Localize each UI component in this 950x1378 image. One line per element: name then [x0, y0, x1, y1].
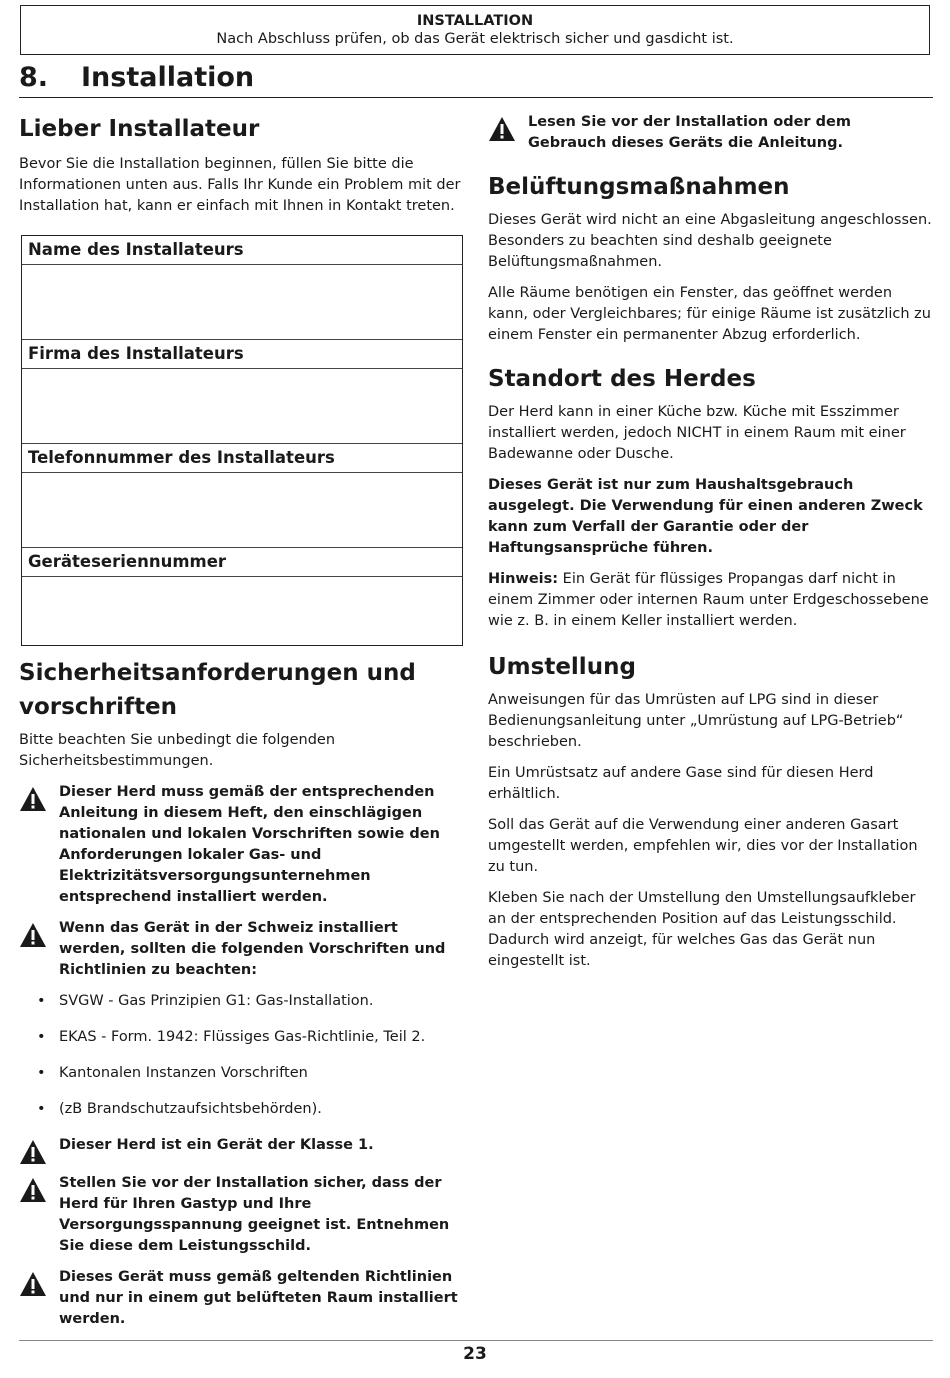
location-paragraph: Der Herd kann in einer Küche bzw. Küche mit Esszimmer installiert werden, jedoch NICHT in einem Raum mit einer Badewanne oder Dusche. — [488, 404, 906, 462]
warning-text: Lesen Sie vor der Installation oder dem Gebrauch dieses Geräts die Anleitung. — [528, 114, 851, 151]
warning-block — [19, 1267, 465, 1330]
footer-divider — [19, 1340, 933, 1341]
chapter-number: 8. — [19, 62, 49, 93]
warning-block — [488, 112, 934, 154]
running-header-title: INSTALLATION — [416, 13, 534, 29]
installer-heading: Lieber Installateur — [19, 116, 260, 142]
list-item: • Kantonalen Instanzen Vorschriften — [37, 1065, 308, 1081]
warning-triangle-icon — [488, 112, 528, 146]
lpg-note — [488, 569, 934, 632]
warning-text: Stellen Sie vor der Installation sicher, dass der Herd für Ihren Gastyp und Ihre Versorgungsspannung geeignet ist. Entnehmen Sie diese dem Leistungsschild. — [59, 1175, 450, 1254]
form-field-installer-phone[interactable] — [22, 473, 462, 548]
installer-form — [21, 235, 463, 646]
ventilation-heading: Belüftungsmaßnahmen — [488, 174, 790, 200]
warning-block — [19, 782, 465, 908]
list-item: • EKAS - Form. 1942: Flüssiges Gas-Richtlinie, Teil 2. — [37, 1029, 426, 1045]
installer-intro: Bevor Sie die Installation beginnen, füllen Sie bitte die Informationen unten aus. Falls Ihr Kunde ein Problem mit der Installation hat, kann er einfach mit Ihnen in Kontakt treten. — [19, 156, 461, 214]
safety-heading: Sicherheitsanforderungen und vorschriften — [19, 660, 416, 720]
location-heading: Standort des Herdes — [488, 366, 756, 392]
note-label: Hinweis: — [488, 571, 559, 587]
ventilation-paragraph: Alle Räume benötigen ein Fenster, das geöffnet werden kann, oder Vergleichbares; für einige Räume ist zusätzlich zu einem Fenster ein permanenter Abzug erforderlich. — [488, 285, 931, 343]
running-header-box — [20, 5, 930, 55]
warning-triangle-icon — [19, 1173, 59, 1207]
warning-text: Dieser Herd ist ein Gerät der Klasse 1. — [59, 1137, 374, 1153]
warning-text: Dieses Gerät muss gemäß geltenden Richtlinien und nur in einem gut belüfteten Raum installiert werden. — [59, 1269, 458, 1327]
form-field-serial-number[interactable] — [22, 577, 462, 645]
ventilation-paragraph: Dieses Gerät wird nicht an eine Abgasleitung angeschlossen. Besonders zu beachten sind deshalb geeignete Belüftungsmaßnahmen. — [488, 212, 932, 270]
chapter-heading — [19, 58, 933, 98]
regulations-list — [19, 991, 465, 1120]
warning-triangle-icon — [19, 1267, 59, 1301]
list-item: • (zB Brandschutzaufsichtsbehörden). — [37, 1101, 322, 1117]
warning-block — [19, 1135, 465, 1169]
conversion-paragraph: Anweisungen für das Umrüsten auf LPG sind in dieser Bedienungsanleitung unter „Umrüstung auf LPG-Betrieb“ beschrieben. — [488, 692, 904, 750]
household-use-notice: Dieses Gerät ist nur zum Haushaltsgebrauch ausgelegt. Die Verwendung für einen anderen Zweck kann zum Verfall der Garantie oder der Haftungsansprüche führen. — [488, 477, 923, 556]
warning-triangle-icon — [19, 918, 59, 952]
form-label-installer-company: Firma des Installateurs — [22, 340, 462, 369]
running-header-subtitle: Nach Abschluss prüfen, ob das Gerät elektrisch sicher und gasdicht ist. — [216, 31, 734, 47]
right-column — [488, 112, 934, 982]
warning-triangle-icon — [19, 1135, 59, 1169]
page-number: 23 — [463, 1344, 487, 1364]
warning-block — [19, 918, 465, 981]
warning-triangle-icon — [19, 782, 59, 816]
form-label-serial-number: Geräteseriennummer — [22, 548, 462, 577]
form-field-installer-name[interactable] — [22, 265, 462, 340]
left-column — [19, 112, 465, 1340]
chapter-title: Installation — [81, 62, 255, 93]
form-field-installer-company[interactable] — [22, 369, 462, 444]
conversion-heading: Umstellung — [488, 654, 636, 680]
conversion-paragraph: Kleben Sie nach der Umstellung den Umstellungsaufkleber an der entsprechenden Position auf das Leistungsschild. Dadurch wird anzeigt, für welches Gas das Gerät nun eingestellt ist. — [488, 890, 916, 969]
form-label-installer-name: Name des Installateurs — [22, 236, 462, 265]
note-text: Ein Gerät für flüssiges Propangas darf nicht in einem Zimmer oder internen Raum unter Erdgeschossebene wie z. B. in einem Keller installiert werden. — [488, 571, 929, 629]
safety-intro: Bitte beachten Sie unbedingt die folgenden Sicherheitsbestimmungen. — [19, 732, 336, 769]
warning-text: Wenn das Gerät in der Schweiz installiert werden, sollten die folgenden Vorschriften und Richtlinien zu beachten: — [59, 920, 446, 978]
warning-block — [19, 1173, 465, 1257]
conversion-paragraph: Soll das Gerät auf die Verwendung einer anderen Gasart umgestellt werden, empfehlen wir, dies vor der Installation zu tun. — [488, 817, 918, 875]
warning-text: Dieser Herd muss gemäß der entsprechenden Anleitung in diesem Heft, den einschlägigen nationalen und lokalen Vorschriften sowie den Anforderungen lokaler Gas- und Elektrizitätsversorgungsunternehmen entsprechend installiert werden. — [59, 784, 440, 905]
form-label-installer-phone: Telefonnummer des Installateurs — [22, 444, 462, 473]
list-item: • SVGW - Gas Prinzipien G1: Gas-Installation. — [37, 993, 374, 1009]
conversion-paragraph: Ein Umrüstsatz auf andere Gase sind für diesen Herd erhältlich. — [488, 765, 874, 802]
